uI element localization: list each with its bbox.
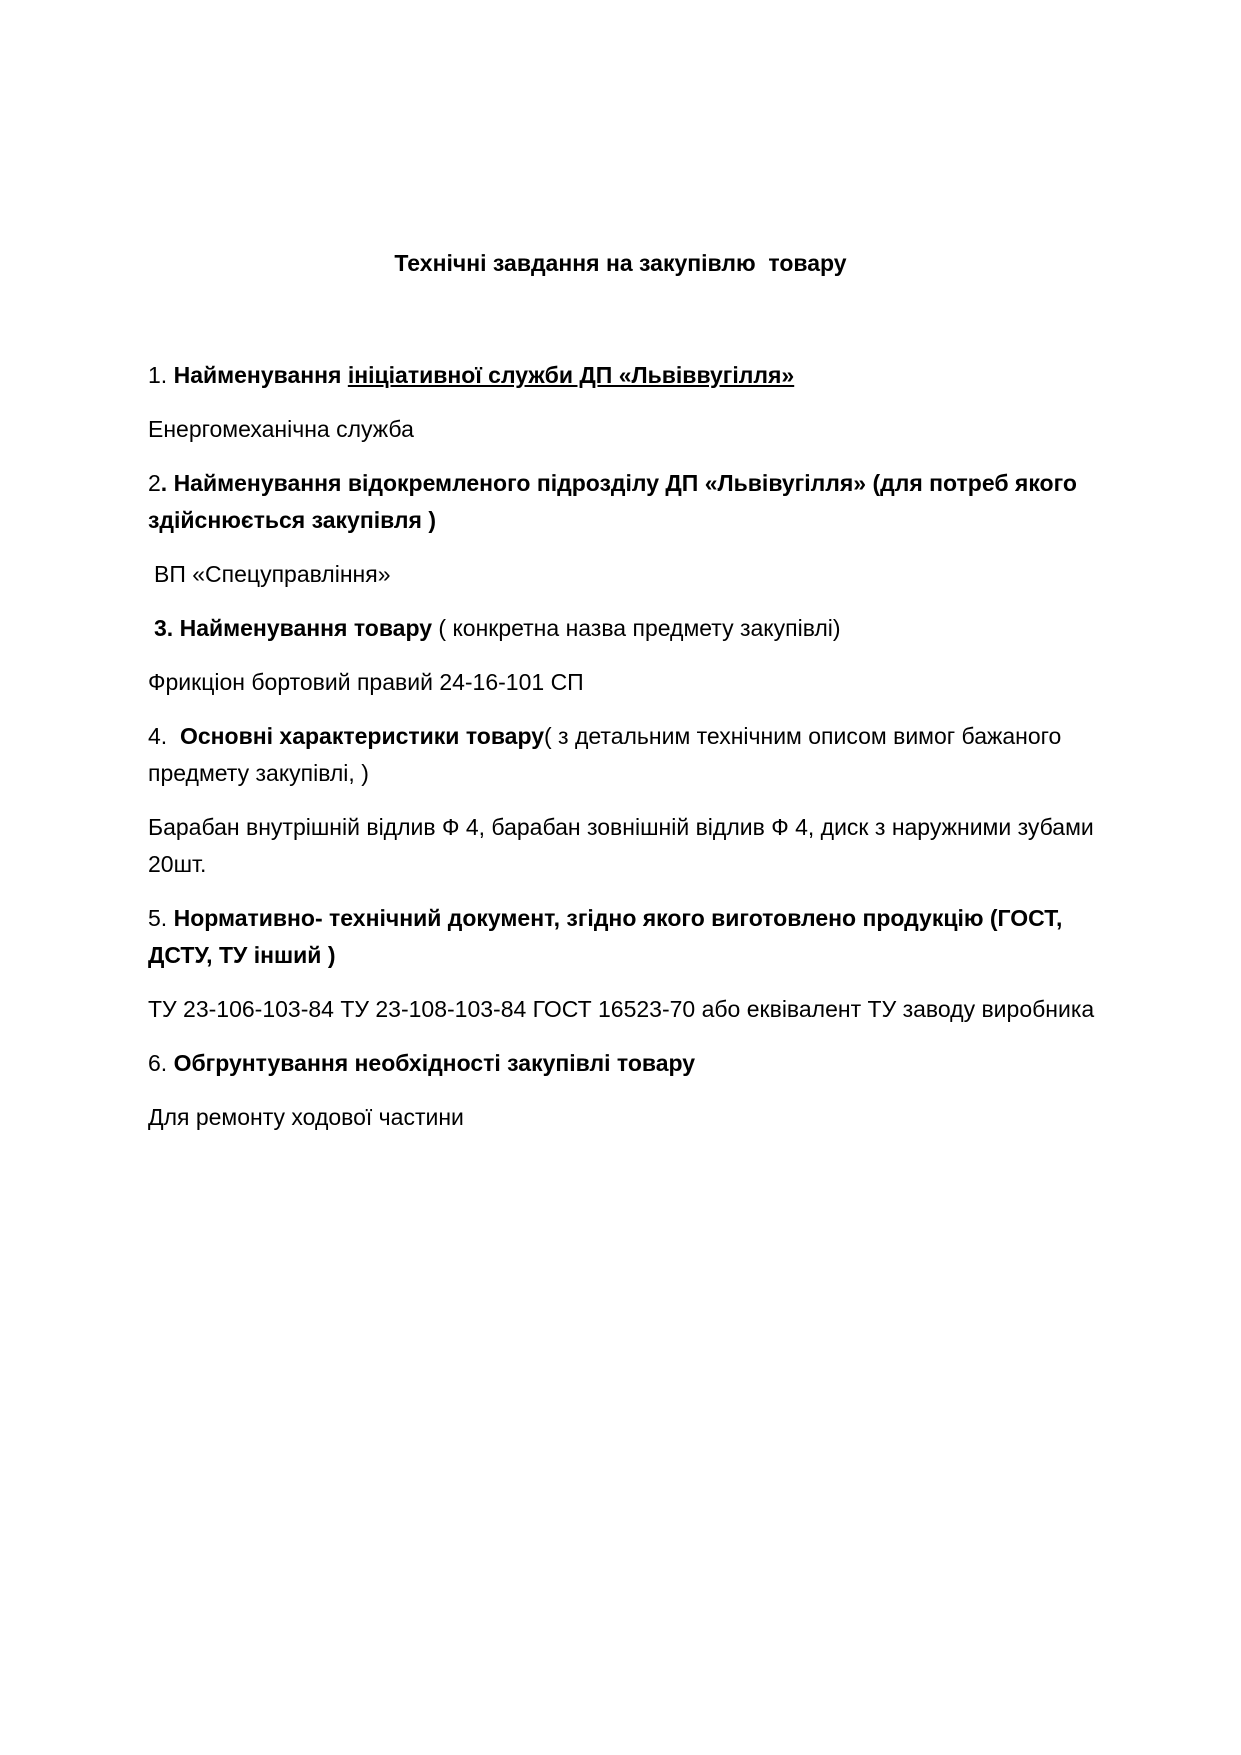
section-5-heading (148, 900, 1108, 974)
section-3-heading-note: ( конкретна назва предмету закупівлі) (432, 615, 841, 641)
section-5-heading-text: Нормативно- технічний документ, згідно якого виготовлено продукцію (ГОСТ, ДСТУ, ТУ інший ) (148, 905, 1063, 968)
section-6-heading-text: Обгрунтування необхідності закупівлі товару (167, 1050, 696, 1076)
section-6-answer: Для ремонту ходової частини (148, 1104, 464, 1130)
section-4-answer: Барабан внутрішній відлив Ф 4, барабан зовнішній відлив Ф 4, диск з наружними зубами 20шт. (148, 814, 1094, 877)
section-2-heading-text: . Найменування відокремленого підрозділу ДП «Львівугілля» (для потреб якого здійснюється закупівля ) (148, 470, 1077, 533)
section-5-number: 5. (148, 905, 168, 931)
section-3-heading-text: Найменування товару (173, 615, 433, 641)
section-2-answer: ВП «Спецуправління» (154, 561, 391, 587)
section-1-heading-underlined: ініціативної служби ДП «Львіввугілля» (347, 362, 795, 388)
section-3-heading (148, 610, 1108, 647)
section-1-number: 1. (148, 362, 168, 388)
section-4-heading-note: ( з детальним технічним описом вимог бажаного предмету закупівлі, ) (148, 723, 1062, 786)
section-2-heading (148, 465, 1108, 539)
section-1-heading (148, 357, 1108, 394)
section-4-number: 4. (148, 723, 168, 749)
section-1-heading-text: Найменування (173, 362, 348, 388)
section-4-heading-text: Основні характеристики товару (167, 723, 544, 749)
section-3-answer: Фрикціон бортовий правий 24-16-101 СП (148, 669, 584, 695)
section-3-number: 3. (154, 615, 174, 641)
document-body (148, 357, 1108, 1153)
section-1-answer: Енергомеханічна служба (148, 416, 414, 442)
section-6-number: 6. (148, 1050, 168, 1076)
section-5-answer: ТУ 23-106-103-84 ТУ 23-108-103-84 ГОСТ 16523-70 або еквівалент ТУ заводу виробника (148, 996, 1095, 1022)
section-2-number: 2 (148, 470, 161, 496)
section-4-heading (148, 718, 1108, 792)
section-6-heading (148, 1045, 1108, 1082)
document-title: Технічні завдання на закупівлю товару (394, 250, 847, 276)
